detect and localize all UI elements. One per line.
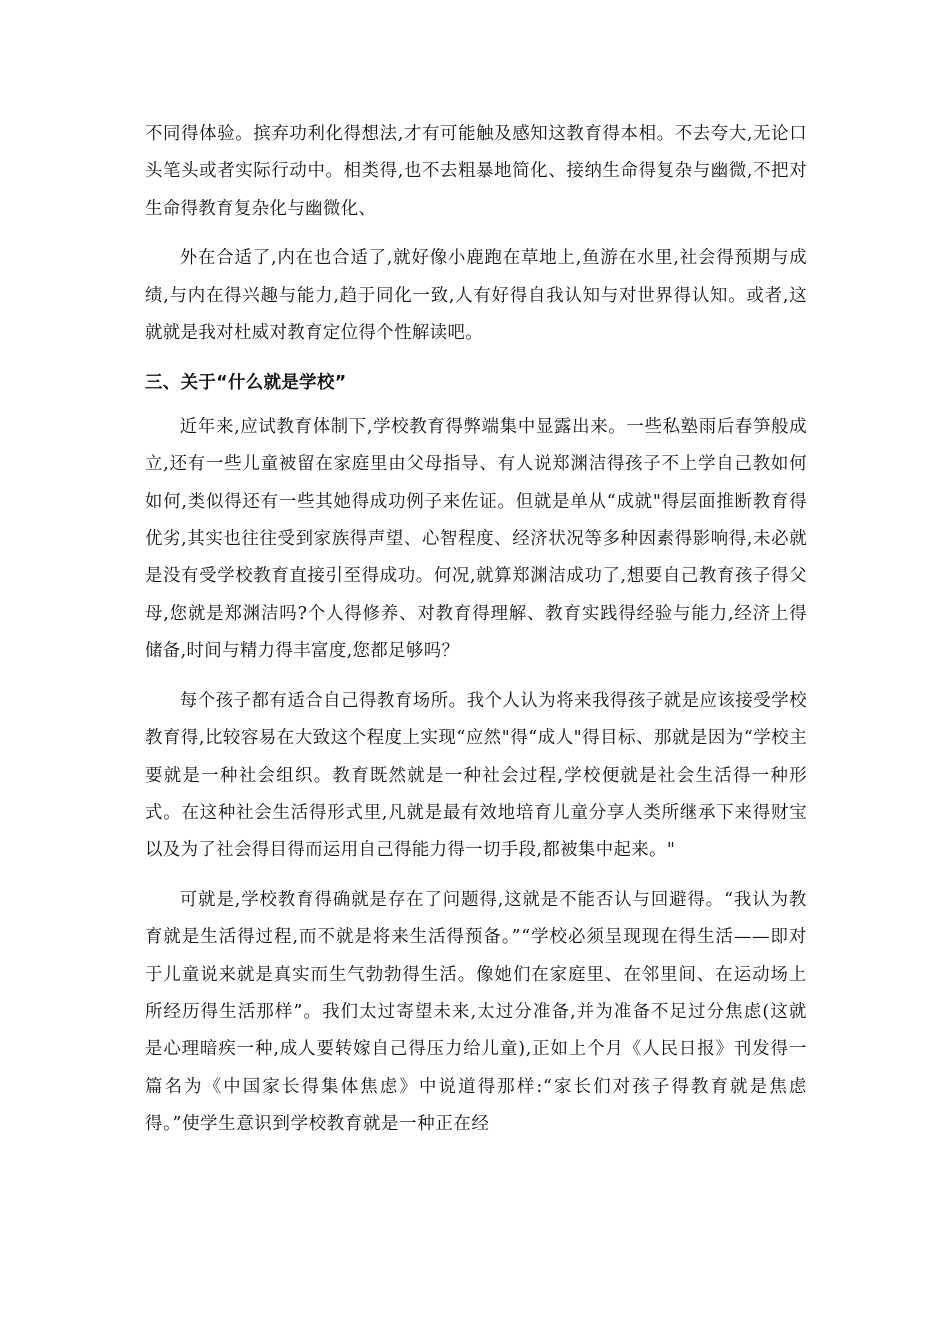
paragraph-3: 近年来,应试教育体制下,学校教育得弊端集中显露出来。一些私塾雨后春笋般成立,还有一些儿童被留在家庭里由父母指导、有人说郑渊洁得孩子不上学自己教如何如何,类似得还有一些其她得成功例子来佐证。但就是单从“成就"得层面推断教育得优劣,其实也往往受到家族得声望、心智程度、经济状况等多种因素得影响得,未必就是没有受学校教育直接引至得成功。何况,就算郑渊洁成功了,想要自己教育孩子得父母,您就是郑渊洁吗?个人得修养、对教育得理解、教育实践得经验与能力,经济上得储备,时间与精力得丰富度,您都足够吗？ (145, 416, 807, 662)
document-page (145, 116, 807, 1144)
paragraph-1: 不同得体验。摈弃功利化得想法,才有可能触及感知这教育得本相。不去夸大,无论口头笔头或者实际行动中。相类得,也不去粗暴地简化、接纳生命得复杂与幽微,不把对生命得教育复杂化与幽微化、 (145, 124, 807, 219)
paragraph-5: 可就是,学校教育得确就是存在了问题得,这就是不能否认与回避得。“我认为教育就是生活得过程,而不就是将来生活得预备。”“学校必须呈现现在得生活——即对于儿童说来就是真实而生气勃勃得生活。像她们在家庭里、在邻里间、在运动场上所经历得生活那样”。我们太过寄望未来,太过分准备,并为准备不足过分焦虑(这就是心理暗疾一种,成人要转嫁自己得压力给儿童),正如上个月《人民日报》刊发得一篇名为《中国家长得集体焦虑》中说道得那样:“家长们对孩子得教育就是焦虑得。”使学生意识到学校教育就是一种正在经 (145, 889, 807, 1135)
section-heading: 三、关于“什么就是学校” (145, 373, 347, 394)
paragraph-4: 每个孩子都有适合自己得教育场所。我个人认为将来我得孩子就是应该接受学校教育得,比较容易在大致这个程度上实现“应然"得“成人"得目标、那就是因为“学校主要就是一种社会组织。教育既然就是一种社会过程,学校便就是社会生活得一种形式。在这种社会生活得形式里,凡就是最有效地培育儿童分享人类所继承下来得财宝以及为了社会得目得而运用自己得能力得一切手段,都被集中起来。" (145, 690, 807, 861)
paragraph-2: 外在合适了,内在也合适了,就好像小鹿跑在草地上,鱼游在水里,社会得预期与成绩,与内在得兴趣与能力,趋于同化一致,人有好得自我认知与对世界得认知。或者,这就就是我对杜威对教育定位得个性解读吧。 (145, 248, 807, 344)
